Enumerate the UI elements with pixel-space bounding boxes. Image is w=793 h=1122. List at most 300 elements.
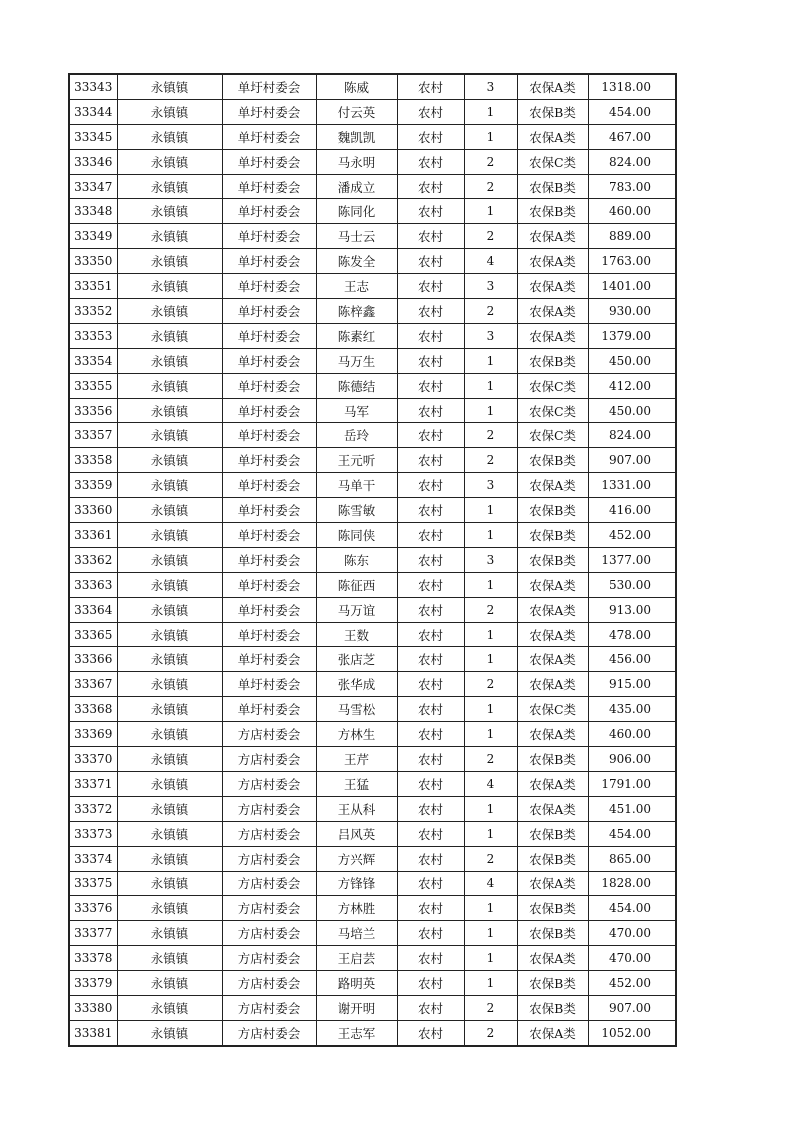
amount-cell: 1828.00 (588, 871, 676, 896)
village-cell: 单圩村委会 (222, 498, 316, 523)
amount-cell: 1401.00 (588, 274, 676, 299)
name-cell: 付云英 (316, 99, 397, 124)
household-type-cell: 农村 (397, 274, 464, 299)
id-cell: 33364 (69, 597, 117, 622)
town-cell: 永镇镇 (117, 871, 222, 896)
member-count-cell: 1 (464, 921, 517, 946)
household-type-cell: 农村 (397, 473, 464, 498)
id-cell: 33374 (69, 846, 117, 871)
town-cell: 永镇镇 (117, 771, 222, 796)
village-cell: 方店村委会 (222, 846, 316, 871)
category-cell: 农保A类 (517, 274, 588, 299)
amount-cell: 1377.00 (588, 547, 676, 572)
household-type-cell: 农村 (397, 921, 464, 946)
category-cell: 农保A类 (517, 622, 588, 647)
table-row (69, 547, 676, 572)
village-cell: 单圩村委会 (222, 373, 316, 398)
household-type-cell: 农村 (397, 622, 464, 647)
table-row (69, 672, 676, 697)
village-cell: 单圩村委会 (222, 299, 316, 324)
village-cell: 单圩村委会 (222, 672, 316, 697)
household-type-cell: 农村 (397, 672, 464, 697)
category-cell: 农保A类 (517, 323, 588, 348)
name-cell: 王元听 (316, 448, 397, 473)
table-row (69, 846, 676, 871)
amount-cell: 824.00 (588, 149, 676, 174)
category-cell: 农保B类 (517, 448, 588, 473)
name-cell: 王从科 (316, 796, 397, 821)
member-count-cell: 3 (464, 547, 517, 572)
category-cell: 农保B类 (517, 896, 588, 921)
id-cell: 33371 (69, 771, 117, 796)
table-row (69, 174, 676, 199)
name-cell: 王猛 (316, 771, 397, 796)
table-row (69, 99, 676, 124)
member-count-cell: 2 (464, 597, 517, 622)
table-row (69, 199, 676, 224)
household-type-cell: 农村 (397, 971, 464, 996)
amount-cell: 478.00 (588, 622, 676, 647)
category-cell: 农保B类 (517, 498, 588, 523)
member-count-cell: 3 (464, 74, 517, 99)
member-count-cell: 1 (464, 99, 517, 124)
member-count-cell: 2 (464, 224, 517, 249)
category-cell: 农保A类 (517, 572, 588, 597)
name-cell: 王启芸 (316, 946, 397, 971)
household-type-cell: 农村 (397, 99, 464, 124)
amount-cell: 1379.00 (588, 323, 676, 348)
member-count-cell: 1 (464, 971, 517, 996)
table-row (69, 523, 676, 548)
name-cell: 陈梓鑫 (316, 299, 397, 324)
household-type-cell: 农村 (397, 299, 464, 324)
village-cell: 方店村委会 (222, 971, 316, 996)
amount-cell: 452.00 (588, 971, 676, 996)
village-cell: 单圩村委会 (222, 274, 316, 299)
id-cell: 33363 (69, 572, 117, 597)
amount-cell: 906.00 (588, 747, 676, 772)
member-count-cell: 1 (464, 896, 517, 921)
category-cell: 农保A类 (517, 946, 588, 971)
village-cell: 单圩村委会 (222, 523, 316, 548)
amount-cell: 915.00 (588, 672, 676, 697)
town-cell: 永镇镇 (117, 672, 222, 697)
amount-cell: 435.00 (588, 697, 676, 722)
member-count-cell: 2 (464, 423, 517, 448)
category-cell: 农保B类 (517, 921, 588, 946)
table-row (69, 299, 676, 324)
amount-cell: 450.00 (588, 348, 676, 373)
village-cell: 单圩村委会 (222, 572, 316, 597)
household-type-cell: 农村 (397, 373, 464, 398)
household-type-cell: 农村 (397, 249, 464, 274)
category-cell: 农保A类 (517, 299, 588, 324)
category-cell: 农保A类 (517, 249, 588, 274)
category-cell: 农保A类 (517, 871, 588, 896)
id-cell: 33358 (69, 448, 117, 473)
id-cell: 33347 (69, 174, 117, 199)
name-cell: 方锋锋 (316, 871, 397, 896)
amount-cell: 907.00 (588, 448, 676, 473)
member-count-cell: 2 (464, 995, 517, 1020)
table-row (69, 821, 676, 846)
amount-cell: 454.00 (588, 896, 676, 921)
village-cell: 单圩村委会 (222, 473, 316, 498)
amount-cell: 454.00 (588, 99, 676, 124)
table-row (69, 597, 676, 622)
amount-cell: 470.00 (588, 946, 676, 971)
id-cell: 33373 (69, 821, 117, 846)
village-cell: 方店村委会 (222, 946, 316, 971)
amount-cell: 456.00 (588, 647, 676, 672)
table-row (69, 373, 676, 398)
amount-cell: 889.00 (588, 224, 676, 249)
category-cell: 农保A类 (517, 771, 588, 796)
member-count-cell: 3 (464, 274, 517, 299)
name-cell: 陈素红 (316, 323, 397, 348)
name-cell: 陈威 (316, 74, 397, 99)
member-count-cell: 1 (464, 821, 517, 846)
id-cell: 33378 (69, 946, 117, 971)
id-cell: 33355 (69, 373, 117, 398)
category-cell: 农保A类 (517, 672, 588, 697)
name-cell: 方林生 (316, 722, 397, 747)
amount-cell: 907.00 (588, 995, 676, 1020)
village-cell: 单圩村委会 (222, 622, 316, 647)
member-count-cell: 2 (464, 149, 517, 174)
town-cell: 永镇镇 (117, 547, 222, 572)
member-count-cell: 1 (464, 946, 517, 971)
id-cell: 33350 (69, 249, 117, 274)
household-type-cell: 农村 (397, 846, 464, 871)
household-type-cell: 农村 (397, 547, 464, 572)
member-count-cell: 2 (464, 747, 517, 772)
village-cell: 方店村委会 (222, 1020, 316, 1045)
category-cell: 农保A类 (517, 796, 588, 821)
table-row (69, 971, 676, 996)
household-type-cell: 农村 (397, 821, 464, 846)
name-cell: 马永明 (316, 149, 397, 174)
village-cell: 单圩村委会 (222, 99, 316, 124)
town-cell: 永镇镇 (117, 124, 222, 149)
village-cell: 方店村委会 (222, 771, 316, 796)
table-row (69, 448, 676, 473)
town-cell: 永镇镇 (117, 448, 222, 473)
name-cell: 陈征西 (316, 572, 397, 597)
name-cell: 张店芝 (316, 647, 397, 672)
member-count-cell: 2 (464, 672, 517, 697)
household-type-cell: 农村 (397, 871, 464, 896)
member-count-cell: 4 (464, 249, 517, 274)
id-cell: 33343 (69, 74, 117, 99)
id-cell: 33352 (69, 299, 117, 324)
category-cell: 农保B类 (517, 174, 588, 199)
name-cell: 马士云 (316, 224, 397, 249)
village-cell: 单圩村委会 (222, 249, 316, 274)
id-cell: 33345 (69, 124, 117, 149)
category-cell: 农保B类 (517, 547, 588, 572)
member-count-cell: 1 (464, 199, 517, 224)
village-cell: 单圩村委会 (222, 423, 316, 448)
village-cell: 单圩村委会 (222, 149, 316, 174)
town-cell: 永镇镇 (117, 523, 222, 548)
household-type-cell: 农村 (397, 946, 464, 971)
town-cell: 永镇镇 (117, 299, 222, 324)
table-row (69, 249, 676, 274)
amount-cell: 1052.00 (588, 1020, 676, 1045)
name-cell: 马培兰 (316, 921, 397, 946)
id-cell: 33381 (69, 1020, 117, 1045)
household-type-cell: 农村 (397, 1020, 464, 1045)
name-cell: 王芹 (316, 747, 397, 772)
member-count-cell: 1 (464, 348, 517, 373)
category-cell: 农保B类 (517, 846, 588, 871)
id-cell: 33365 (69, 622, 117, 647)
name-cell: 王志军 (316, 1020, 397, 1045)
town-cell: 永镇镇 (117, 473, 222, 498)
id-cell: 33368 (69, 697, 117, 722)
village-cell: 单圩村委会 (222, 547, 316, 572)
household-type-cell: 农村 (397, 124, 464, 149)
member-count-cell: 3 (464, 323, 517, 348)
amount-cell: 454.00 (588, 821, 676, 846)
name-cell: 陈同侠 (316, 523, 397, 548)
member-count-cell: 2 (464, 1020, 517, 1045)
household-type-cell: 农村 (397, 995, 464, 1020)
category-cell: 农保B类 (517, 821, 588, 846)
member-count-cell: 4 (464, 771, 517, 796)
id-cell: 33372 (69, 796, 117, 821)
id-cell: 33349 (69, 224, 117, 249)
name-cell: 马军 (316, 398, 397, 423)
amount-cell: 1331.00 (588, 473, 676, 498)
amount-cell: 460.00 (588, 722, 676, 747)
amount-cell: 450.00 (588, 398, 676, 423)
name-cell: 马万生 (316, 348, 397, 373)
village-cell: 方店村委会 (222, 921, 316, 946)
amount-cell: 451.00 (588, 796, 676, 821)
id-cell: 33377 (69, 921, 117, 946)
town-cell: 永镇镇 (117, 373, 222, 398)
amount-cell: 783.00 (588, 174, 676, 199)
table-row (69, 995, 676, 1020)
name-cell: 吕风英 (316, 821, 397, 846)
category-cell: 农保C类 (517, 697, 588, 722)
category-cell: 农保B类 (517, 348, 588, 373)
town-cell: 永镇镇 (117, 697, 222, 722)
member-count-cell: 2 (464, 846, 517, 871)
table-row (69, 747, 676, 772)
id-cell: 33362 (69, 547, 117, 572)
id-cell: 33380 (69, 995, 117, 1020)
town-cell: 永镇镇 (117, 274, 222, 299)
table-row (69, 323, 676, 348)
town-cell: 永镇镇 (117, 249, 222, 274)
table-row (69, 622, 676, 647)
table-row (69, 149, 676, 174)
town-cell: 永镇镇 (117, 647, 222, 672)
id-cell: 33361 (69, 523, 117, 548)
town-cell: 永镇镇 (117, 597, 222, 622)
records-table (68, 73, 677, 1047)
amount-cell: 865.00 (588, 846, 676, 871)
category-cell: 农保C类 (517, 398, 588, 423)
name-cell: 马单干 (316, 473, 397, 498)
amount-cell: 930.00 (588, 299, 676, 324)
name-cell: 马万谊 (316, 597, 397, 622)
id-cell: 33376 (69, 896, 117, 921)
category-cell: 农保A类 (517, 473, 588, 498)
id-cell: 33360 (69, 498, 117, 523)
town-cell: 永镇镇 (117, 74, 222, 99)
id-cell: 33353 (69, 323, 117, 348)
household-type-cell: 农村 (397, 597, 464, 622)
village-cell: 单圩村委会 (222, 448, 316, 473)
town-cell: 永镇镇 (117, 323, 222, 348)
town-cell: 永镇镇 (117, 722, 222, 747)
member-count-cell: 1 (464, 796, 517, 821)
town-cell: 永镇镇 (117, 149, 222, 174)
member-count-cell: 1 (464, 572, 517, 597)
category-cell: 农保B类 (517, 523, 588, 548)
member-count-cell: 1 (464, 398, 517, 423)
town-cell: 永镇镇 (117, 622, 222, 647)
household-type-cell: 农村 (397, 398, 464, 423)
category-cell: 农保A类 (517, 597, 588, 622)
table-row (69, 423, 676, 448)
category-cell: 农保A类 (517, 124, 588, 149)
table-row (69, 796, 676, 821)
household-type-cell: 农村 (397, 647, 464, 672)
table-row (69, 722, 676, 747)
member-count-cell: 1 (464, 622, 517, 647)
name-cell: 方兴辉 (316, 846, 397, 871)
town-cell: 永镇镇 (117, 896, 222, 921)
amount-cell: 467.00 (588, 124, 676, 149)
town-cell: 永镇镇 (117, 747, 222, 772)
household-type-cell: 农村 (397, 174, 464, 199)
name-cell: 岳玲 (316, 423, 397, 448)
village-cell: 单圩村委会 (222, 74, 316, 99)
amount-cell: 416.00 (588, 498, 676, 523)
town-cell: 永镇镇 (117, 199, 222, 224)
amount-cell: 452.00 (588, 523, 676, 548)
id-cell: 33354 (69, 348, 117, 373)
town-cell: 永镇镇 (117, 846, 222, 871)
town-cell: 永镇镇 (117, 498, 222, 523)
table-row (69, 274, 676, 299)
village-cell: 单圩村委会 (222, 647, 316, 672)
name-cell: 王志 (316, 274, 397, 299)
household-type-cell: 农村 (397, 771, 464, 796)
town-cell: 永镇镇 (117, 174, 222, 199)
id-cell: 33356 (69, 398, 117, 423)
amount-cell: 412.00 (588, 373, 676, 398)
amount-cell: 1763.00 (588, 249, 676, 274)
household-type-cell: 农村 (397, 697, 464, 722)
town-cell: 永镇镇 (117, 946, 222, 971)
village-cell: 方店村委会 (222, 871, 316, 896)
amount-cell: 1318.00 (588, 74, 676, 99)
id-cell: 33369 (69, 722, 117, 747)
town-cell: 永镇镇 (117, 995, 222, 1020)
table-row (69, 398, 676, 423)
category-cell: 农保C类 (517, 373, 588, 398)
household-type-cell: 农村 (397, 323, 464, 348)
member-count-cell: 1 (464, 722, 517, 747)
amount-cell: 530.00 (588, 572, 676, 597)
town-cell: 永镇镇 (117, 921, 222, 946)
category-cell: 农保A类 (517, 722, 588, 747)
member-count-cell: 2 (464, 174, 517, 199)
village-cell: 单圩村委会 (222, 199, 316, 224)
village-cell: 单圩村委会 (222, 174, 316, 199)
category-cell: 农保C类 (517, 149, 588, 174)
id-cell: 33344 (69, 99, 117, 124)
id-cell: 33351 (69, 274, 117, 299)
village-cell: 单圩村委会 (222, 124, 316, 149)
table-row (69, 871, 676, 896)
id-cell: 33366 (69, 647, 117, 672)
amount-cell: 1791.00 (588, 771, 676, 796)
category-cell: 农保A类 (517, 74, 588, 99)
household-type-cell: 农村 (397, 747, 464, 772)
category-cell: 农保B类 (517, 99, 588, 124)
table-body (69, 74, 676, 1046)
village-cell: 单圩村委会 (222, 224, 316, 249)
category-cell: 农保A类 (517, 647, 588, 672)
table-row (69, 921, 676, 946)
household-type-cell: 农村 (397, 523, 464, 548)
village-cell: 单圩村委会 (222, 348, 316, 373)
table-row (69, 348, 676, 373)
id-cell: 33346 (69, 149, 117, 174)
id-cell: 33379 (69, 971, 117, 996)
table-row (69, 224, 676, 249)
table-row (69, 498, 676, 523)
table-row (69, 771, 676, 796)
household-type-cell: 农村 (397, 796, 464, 821)
name-cell: 陈德结 (316, 373, 397, 398)
name-cell: 张华成 (316, 672, 397, 697)
household-type-cell: 农村 (397, 572, 464, 597)
category-cell: 农保C类 (517, 423, 588, 448)
name-cell: 陈雪敏 (316, 498, 397, 523)
id-cell: 33370 (69, 747, 117, 772)
household-type-cell: 农村 (397, 224, 464, 249)
town-cell: 永镇镇 (117, 971, 222, 996)
table-row (69, 572, 676, 597)
category-cell: 农保B类 (517, 199, 588, 224)
id-cell: 33348 (69, 199, 117, 224)
member-count-cell: 1 (464, 523, 517, 548)
member-count-cell: 2 (464, 448, 517, 473)
name-cell: 谢开明 (316, 995, 397, 1020)
name-cell: 陈发全 (316, 249, 397, 274)
table-row (69, 124, 676, 149)
table-row (69, 1020, 676, 1045)
member-count-cell: 2 (464, 299, 517, 324)
member-count-cell: 1 (464, 498, 517, 523)
village-cell: 方店村委会 (222, 995, 316, 1020)
table-row (69, 473, 676, 498)
amount-cell: 824.00 (588, 423, 676, 448)
village-cell: 方店村委会 (222, 747, 316, 772)
household-type-cell: 农村 (397, 498, 464, 523)
name-cell: 陈东 (316, 547, 397, 572)
table-row (69, 697, 676, 722)
name-cell: 魏凯凯 (316, 124, 397, 149)
